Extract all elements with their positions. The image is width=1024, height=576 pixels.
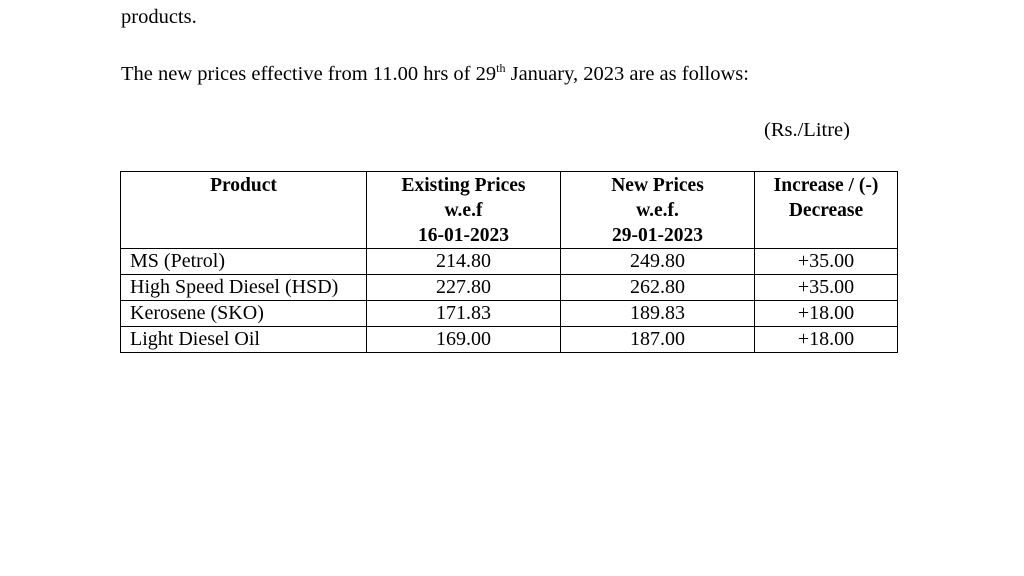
announcement-after: January, 2023 are as follows: [505,63,749,85]
table-row [121,301,898,327]
header-line: 29-01-2023 [612,225,703,246]
price-table [120,171,898,353]
existing-price-cell: 214.80 [367,249,561,275]
announcement-before: The new prices effective from 11.00 hrs of 29 [121,63,497,85]
header-product [121,172,367,249]
table-header-row [121,172,898,249]
product-cell: Kerosene (SKO) [121,301,367,327]
announcement-superscript: th [496,61,506,75]
header-line: w.e.f [444,200,483,221]
announcement-text [121,62,749,86]
table-row [121,275,898,301]
header-existing-prices [367,172,561,249]
header-increase-decrease [755,172,898,249]
change-cell: +18.00 [755,327,898,353]
header-line: Existing Prices [401,175,526,196]
existing-price-cell: 171.83 [367,301,561,327]
header-line: New Prices [611,175,704,196]
new-price-cell: 189.83 [561,301,755,327]
change-cell: +35.00 [755,249,898,275]
unit-label: (Rs./Litre) [764,119,850,141]
existing-price-cell: 169.00 [367,327,561,353]
product-cell: High Speed Diesel (HSD) [121,275,367,301]
existing-price-cell: 227.80 [367,275,561,301]
table-row [121,327,898,353]
header-line: Decrease [788,200,864,221]
header-line: w.e.f. [636,200,679,221]
table-row [121,249,898,275]
header-line: Product [210,175,277,196]
change-cell: +18.00 [755,301,898,327]
product-cell: Light Diesel Oil [121,327,367,353]
new-price-cell: 262.80 [561,275,755,301]
header-line: 16-01-2023 [418,225,509,246]
header-line: Increase / (-) [773,175,879,196]
header-new-prices [561,172,755,249]
new-price-cell: 187.00 [561,327,755,353]
product-cell: MS (Petrol) [121,249,367,275]
change-cell: +35.00 [755,275,898,301]
intro-fragment: products. [121,6,197,28]
new-price-cell: 249.80 [561,249,755,275]
